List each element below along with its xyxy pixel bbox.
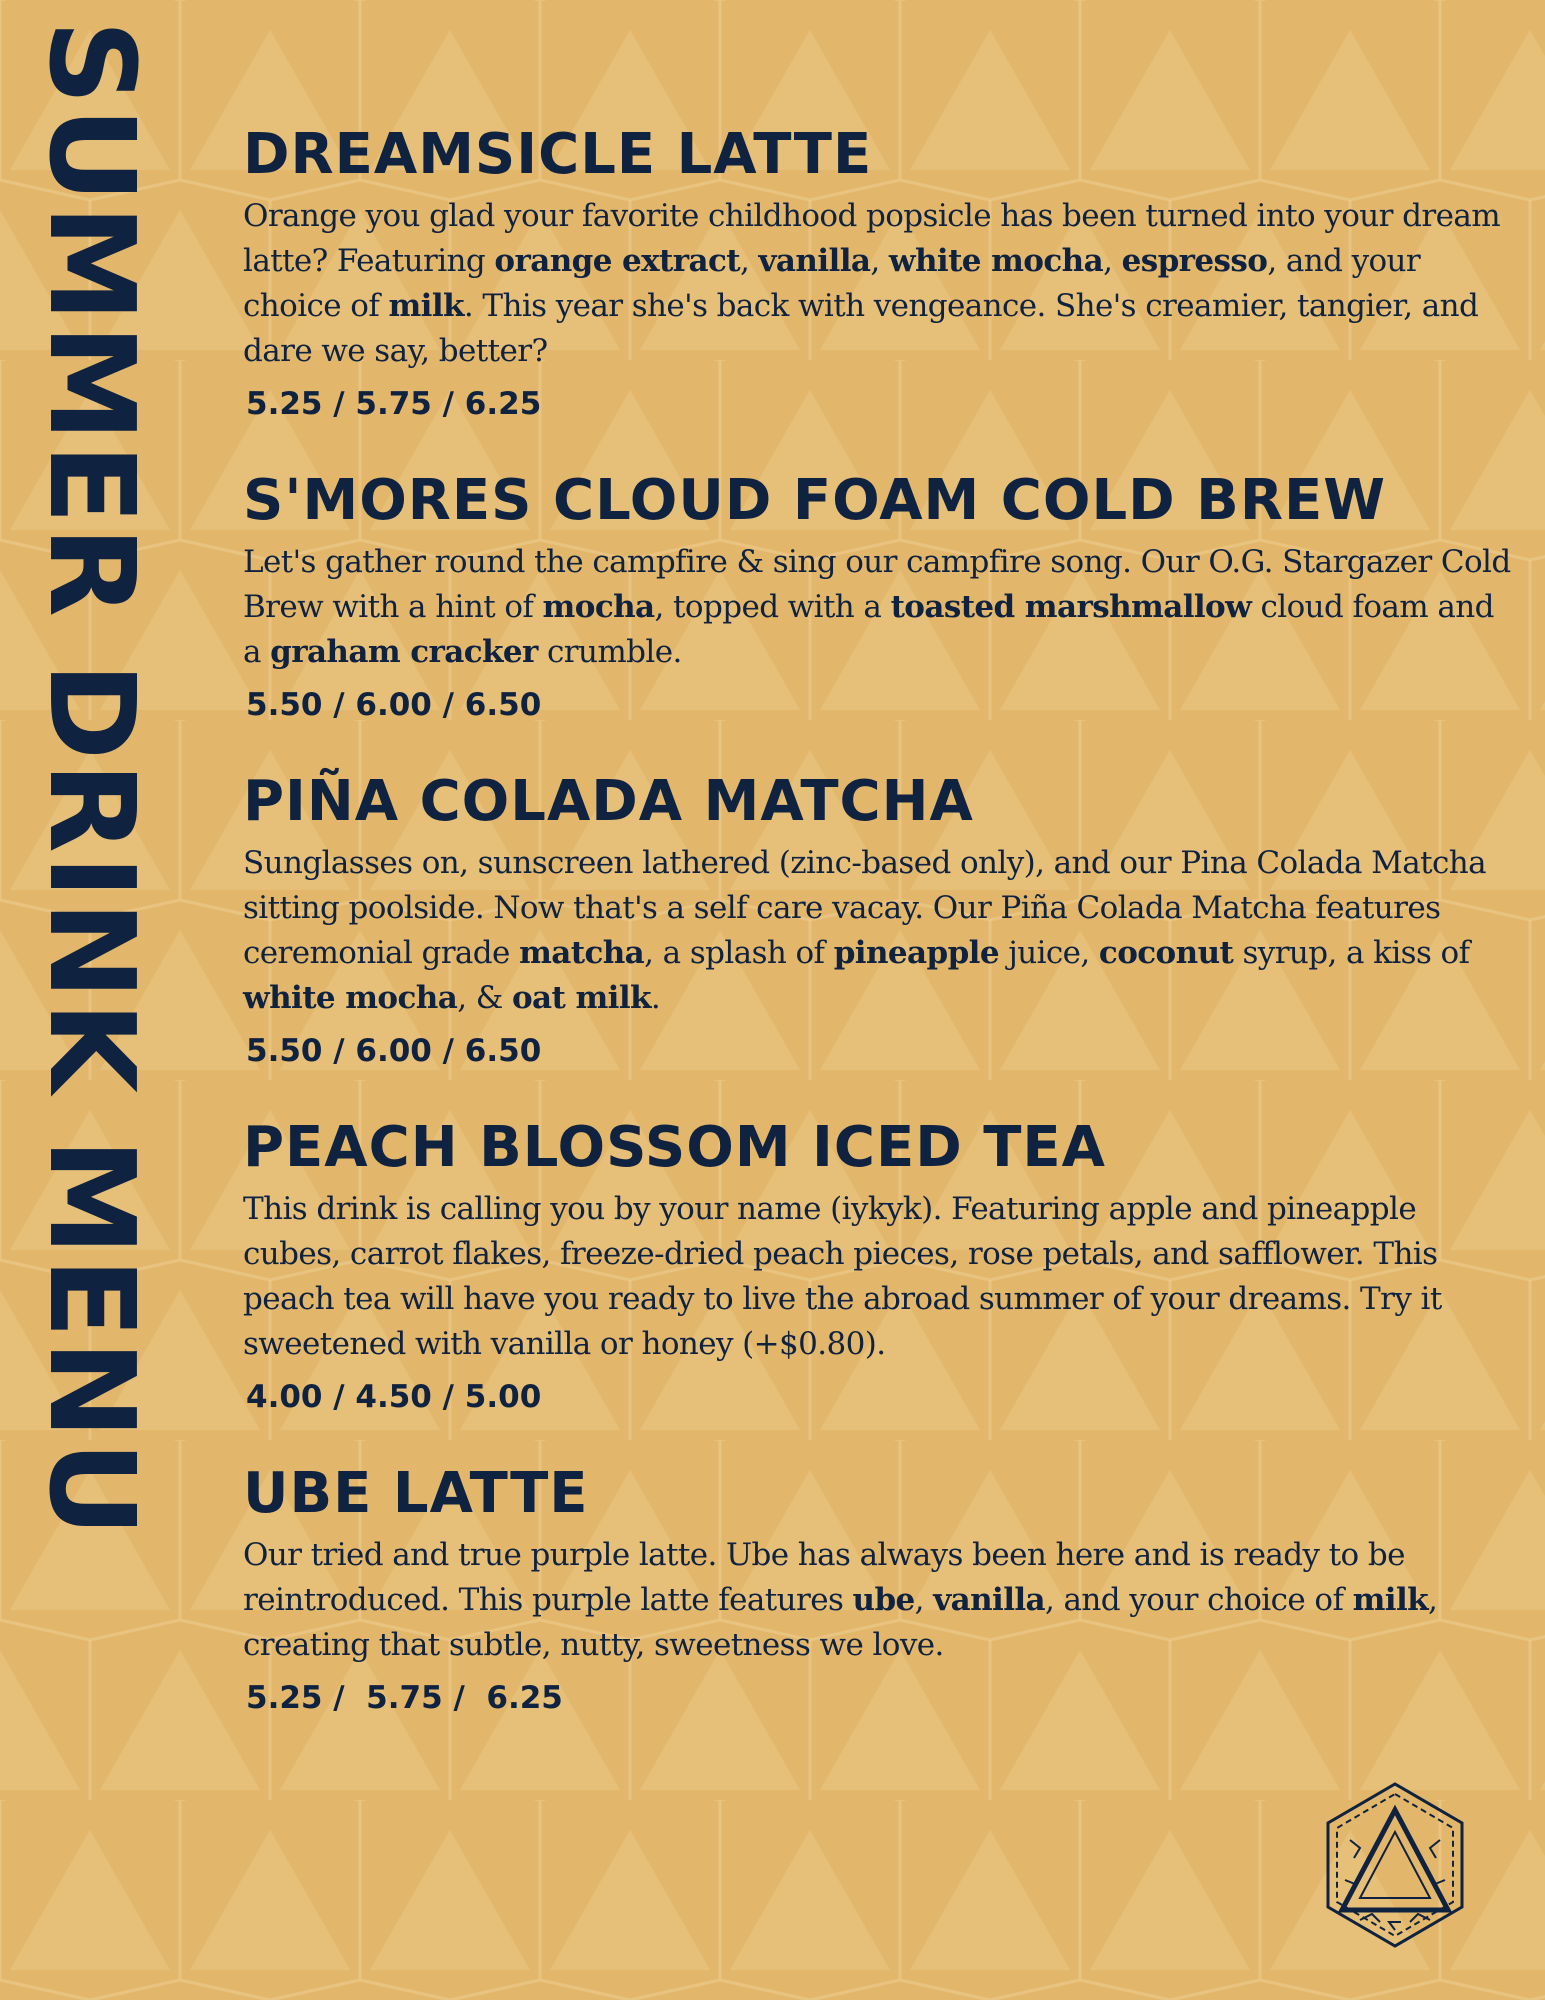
- description-text: , and your choice of: [243, 243, 1421, 324]
- menu-item: [243, 767, 1513, 1073]
- description-text: juice,: [998, 935, 1099, 971]
- menu-item: [243, 466, 1513, 727]
- description-text: syrup, a kiss of: [1233, 935, 1470, 971]
- description-text: ,: [1103, 243, 1122, 279]
- drink-menu: [243, 120, 1513, 1760]
- highlighted-ingredient: milk: [388, 288, 464, 324]
- description-text: ,: [870, 243, 889, 279]
- highlighted-ingredient: ube: [852, 1582, 915, 1618]
- description-text: .: [650, 980, 661, 1016]
- description-text: , creating that subtle, nutty, sweetness we love.: [243, 1582, 1438, 1663]
- description-text: ,: [739, 243, 759, 279]
- item-description: [243, 194, 1513, 374]
- description-text: Orange you glad your favorite childhood popsicle has been turned into your dream latte? Featuring: [243, 198, 1501, 279]
- highlighted-ingredient: coconut: [1098, 935, 1234, 971]
- menu-item: [243, 1459, 1513, 1720]
- highlighted-ingredient: white mocha: [243, 980, 458, 1016]
- page-title: SUMMER DRINK MENU: [23, 20, 161, 1539]
- description-text: , topped with a: [654, 589, 891, 625]
- menu-item: [243, 1113, 1513, 1419]
- menu-item: [243, 120, 1513, 426]
- item-description: [243, 1533, 1513, 1668]
- item-description: [243, 540, 1513, 675]
- item-price: 5.50 / 6.00 / 6.50: [246, 1033, 542, 1069]
- description-text: cloud foam and a: [243, 589, 1494, 670]
- hexagon-triangle-logo-icon: [1320, 1780, 1470, 1950]
- highlighted-ingredient: mocha: [542, 589, 655, 625]
- description-text: crumble.: [537, 634, 682, 670]
- highlighted-ingredient: vanilla: [758, 243, 871, 279]
- highlighted-ingredient: matcha: [519, 935, 645, 971]
- item-price: 4.00 / 4.50 / 5.00: [246, 1379, 542, 1415]
- item-price: 5.50 / 6.00 / 6.50: [246, 687, 542, 723]
- description-text: ,: [914, 1582, 934, 1618]
- item-name: PEACH BLOSSOM ICED TEA: [243, 1115, 1107, 1180]
- item-description: [243, 1187, 1513, 1367]
- item-name: UBE LATTE: [243, 1461, 589, 1526]
- highlighted-ingredient: orange extract: [494, 243, 740, 279]
- description-text: Let's gather round the campfire & sing our campfire song. Our O.G. Stargazer Cold Brew with a hint of: [243, 544, 1511, 625]
- highlighted-ingredient: oat milk: [511, 980, 651, 1016]
- item-name: S'MORES CLOUD FOAM COLD BREW: [243, 468, 1386, 533]
- highlighted-ingredient: vanilla: [933, 1582, 1046, 1618]
- highlighted-ingredient: milk: [1352, 1582, 1429, 1618]
- description-text: Sunglasses on, sunscreen lathered (zinc-based only), and our Pina Colada Matcha sitting poolside. Now that's a self care vacay. Our Piña Colada Matcha features ceremonial grade: [243, 845, 1486, 971]
- description-text: , &: [457, 980, 512, 1016]
- highlighted-ingredient: pineapple: [833, 935, 999, 971]
- highlighted-ingredient: espresso: [1121, 243, 1268, 279]
- highlighted-ingredient: white mocha: [888, 243, 1104, 279]
- description-text: , a splash of: [644, 935, 834, 971]
- highlighted-ingredient: toasted marshmallow: [890, 589, 1252, 625]
- description-text: , and your choice of: [1045, 1582, 1353, 1618]
- description-text: This drink is calling you by your name (iykyk). Featuring apple and pineapple cubes, carrot flakes, freeze-dried peach pieces, rose petals, and safflower. This peach tea will have you ready to live the abroad summer of your dreams. Try it sweetened with vanilla or honey (+$0.80).: [243, 1191, 1442, 1362]
- item-price: 5.25 / 5.75 / 6.25: [246, 386, 542, 422]
- side-title: [23, 20, 161, 1980]
- item-name: PIÑA COLADA MATCHA: [243, 769, 974, 834]
- item-name: DREAMSICLE LATTE: [243, 122, 873, 187]
- highlighted-ingredient: graham cracker: [270, 634, 538, 670]
- description-text: . This year she's back with vengeance. She's creamier, tangier, and dare we say, better?: [243, 288, 1479, 369]
- description-text: Our tried and true purple latte. Ube has always been here and is ready to be reintroduced. This purple latte features: [243, 1537, 1405, 1618]
- item-price: 5.25 / 5.75 / 6.25: [246, 1680, 563, 1716]
- item-description: [243, 841, 1513, 1021]
